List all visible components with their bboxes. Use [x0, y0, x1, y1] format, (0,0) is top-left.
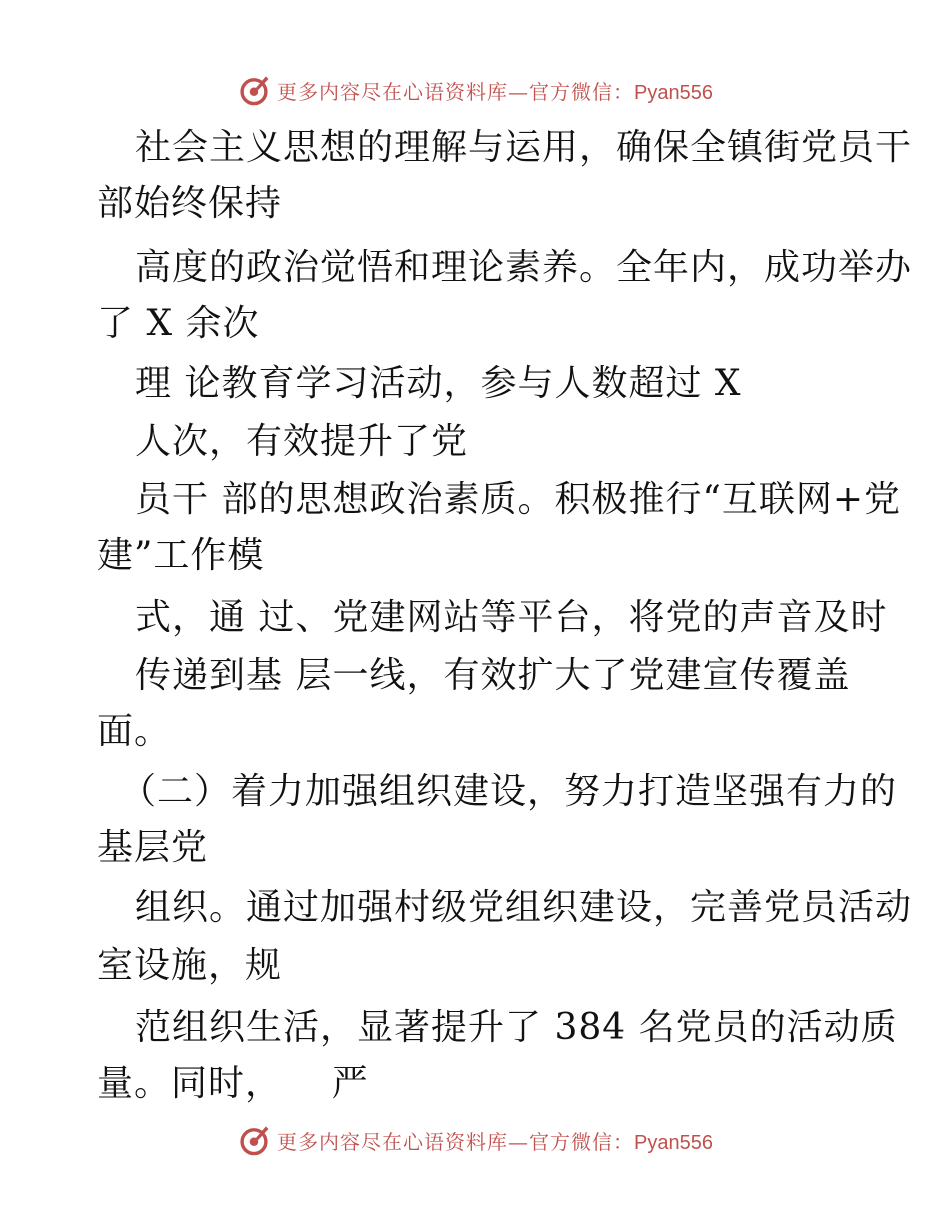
- body-line: 部始终保持: [97, 183, 283, 224]
- section-heading: （二）着力加强组织建设，努力打造坚强有力的: [120, 771, 898, 812]
- body-line: 组织。通过加强村级党组织建设，完善党员活动: [135, 887, 913, 928]
- body-line: 高度的政治觉悟和理论素养。全年内，成功举办: [135, 247, 913, 288]
- logo-icon: [237, 73, 271, 107]
- body-line: 面。: [97, 711, 172, 752]
- body-line: 了 X 余次: [97, 303, 260, 344]
- body-line: 员干 部的思想政治素质。积极推行“互联网+党: [135, 479, 902, 520]
- header-banner: [0, 70, 950, 110]
- body-line: 基层党: [97, 827, 209, 868]
- banner-text: 更多内容尽在心语资料库—官方微信：Pyan556: [277, 79, 713, 104]
- logo-icon: [237, 1123, 271, 1157]
- footer-banner: [0, 1120, 950, 1160]
- body-line: 人次，有效提升了党: [135, 421, 469, 462]
- body-line: 式，通 过、党建网站等平台，将党的声音及时: [135, 597, 888, 638]
- body-line: 范组织生活，显著提升了 384 名党员的活动质: [135, 1007, 898, 1048]
- body-line: 量。同时， 严: [97, 1063, 369, 1104]
- body-line: 传递到基 层一线，有效扩大了党建宣传覆盖: [135, 655, 851, 696]
- body-line: 室设施，规: [97, 945, 283, 986]
- banner-text: 更多内容尽在心语资料库—官方微信：Pyan556: [277, 1129, 713, 1154]
- body-line: 建”工作模: [97, 535, 265, 576]
- body-line: 社会主义思想的理解与运用，确保全镇街党员干: [135, 127, 913, 168]
- body-line: 理 论教育学习活动，参与人数超过 X: [135, 363, 742, 404]
- wechat-id: Pyan556: [634, 1131, 713, 1154]
- wechat-id: Pyan556: [634, 81, 713, 104]
